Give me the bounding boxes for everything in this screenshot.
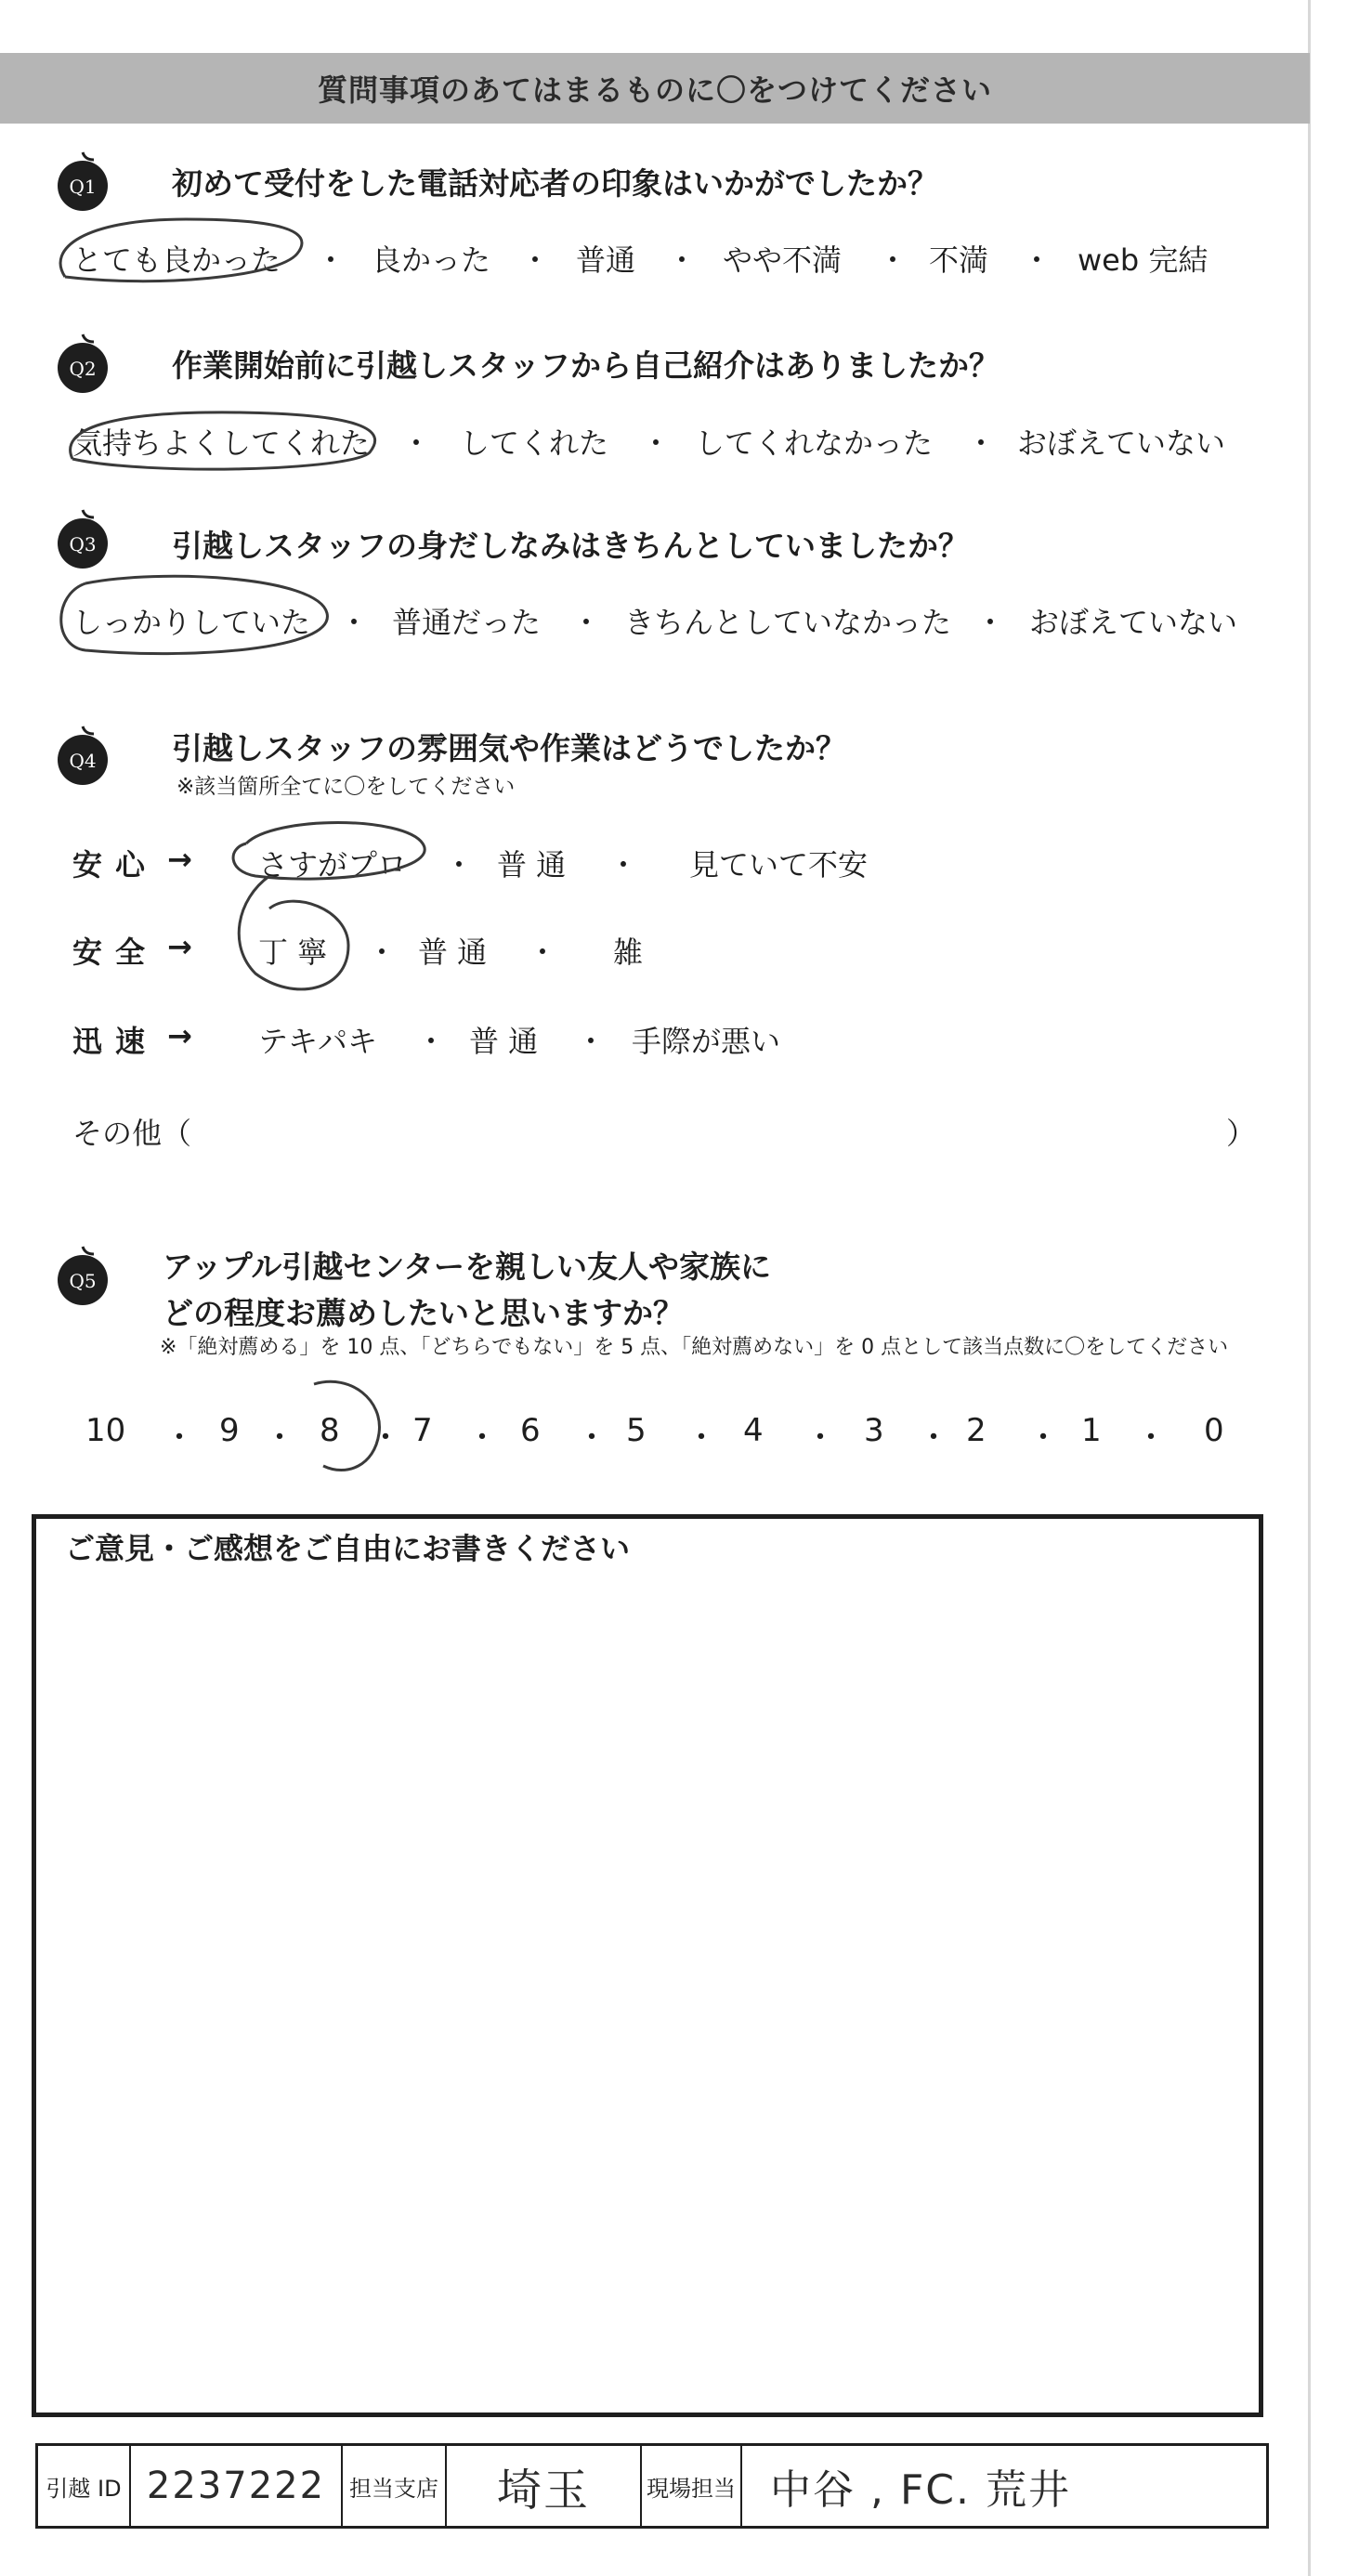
q3-option[interactable]: 普通だった <box>392 605 542 640</box>
move-id-value: 2237222 <box>131 2446 343 2526</box>
q4-option[interactable]: 普 通 <box>469 1024 539 1059</box>
separator: ・ <box>641 425 672 461</box>
separator: ・ <box>576 1024 607 1059</box>
separator: ・ <box>975 605 1006 640</box>
q4-row-3-options <box>0 1018 1300 1065</box>
separator: ・ <box>416 1024 447 1059</box>
q3-selection-circle <box>48 567 346 669</box>
q4-option[interactable]: 普 通 <box>418 935 488 970</box>
score-option[interactable]: 3 <box>864 1412 884 1449</box>
separator: ・ <box>576 1419 608 1457</box>
separator: ・ <box>444 847 475 883</box>
staff-value: 中谷 , FC. 荒井 <box>770 2466 1071 2514</box>
staff-label: 現場担当 <box>642 2446 742 2526</box>
q2-option[interactable]: してくれなかった <box>695 425 934 461</box>
q2-selection-circle <box>54 401 398 480</box>
separator: ・ <box>370 1419 401 1457</box>
q3-option[interactable]: おぼえていない <box>1029 605 1238 640</box>
separator: ・ <box>878 242 908 278</box>
svg-text:Q3: Q3 <box>69 533 97 556</box>
q4-row-2-options <box>0 929 1300 975</box>
q5-selection-circle <box>295 1373 398 1484</box>
score-option[interactable]: 7 <box>412 1412 433 1449</box>
q1-option[interactable]: 良かった <box>372 242 491 278</box>
q3-option[interactable]: きちんとしていなかった <box>624 605 952 640</box>
q4-row-label-anshin: 安心 <box>72 847 159 883</box>
separator: ・ <box>918 1419 949 1457</box>
q4-title: 引越しスタッフの雰囲気や作業はどうでしたか？ <box>172 730 846 766</box>
svg-text:Q2: Q2 <box>69 358 97 380</box>
q2-option[interactable]: おぼえていない <box>1017 425 1226 461</box>
separator: ・ <box>1135 1419 1167 1457</box>
apple-icon <box>51 1243 114 1306</box>
separator: ・ <box>528 935 558 970</box>
instruction-header-text: 質問事項のあてはまるものに〇をつけてください <box>317 72 992 108</box>
separator: ・ <box>339 605 370 640</box>
separator: ・ <box>608 847 639 883</box>
q4-badge <box>51 723 114 786</box>
separator: ・ <box>367 935 398 970</box>
apple-icon <box>51 331 114 394</box>
separator: ・ <box>264 1419 295 1457</box>
separator: ・ <box>686 1419 717 1457</box>
score-option[interactable]: 8 <box>320 1412 340 1449</box>
svg-text:Q1: Q1 <box>69 176 97 198</box>
q4-row-1-options <box>0 842 1300 888</box>
score-option[interactable]: 4 <box>743 1412 764 1449</box>
q4-option[interactable]: 雑 <box>613 935 644 970</box>
q5-note: ※「絶対薦める」を 10 点、「どちらでもない」を 5 点、「絶対薦めない」を 0 点として該当点数に〇をしてください <box>160 1336 1229 1359</box>
score-option[interactable]: 2 <box>966 1412 987 1449</box>
separator: ・ <box>667 242 698 278</box>
score-option[interactable]: 10 <box>85 1412 126 1449</box>
score-option[interactable]: 1 <box>1081 1412 1102 1449</box>
q4-row-label-anzen: 安全 <box>72 935 159 970</box>
separator: ・ <box>804 1419 836 1457</box>
q4-option[interactable]: 普 通 <box>497 847 567 883</box>
separator: ・ <box>466 1419 498 1457</box>
q5-title-line-1: アップル引越センターを親しい友人や家族に <box>163 1249 772 1285</box>
score-option[interactable]: 0 <box>1204 1412 1224 1449</box>
arrow: → <box>167 1018 192 1053</box>
separator: ・ <box>1022 242 1052 278</box>
q4-other-label: その他（ <box>72 1116 192 1151</box>
q2-badge <box>51 331 114 394</box>
separator: ・ <box>316 242 346 278</box>
q2-option[interactable]: 気持ちよくしてくれた <box>72 425 371 461</box>
separator: ・ <box>401 425 432 461</box>
q4-other-close: ） <box>1226 1116 1257 1151</box>
q1-option[interactable]: とても良かった <box>72 242 281 278</box>
q3-title: 引越しスタッフの身だしなみはきちんとしていましたか？ <box>172 528 969 564</box>
move-id-label: 引越 ID <box>38 2446 131 2526</box>
q4-option[interactable]: さすがプロ <box>258 847 408 883</box>
score-option[interactable]: 6 <box>520 1412 541 1449</box>
instruction-header <box>0 53 1310 124</box>
score-option[interactable]: 9 <box>219 1412 240 1449</box>
q5-badge <box>51 1243 114 1306</box>
q3-badge <box>51 506 114 569</box>
q1-title: 初めて受付をした電話対応者の印象はいかがでしたか？ <box>172 165 938 202</box>
separator: ・ <box>520 242 551 278</box>
arrow: → <box>167 842 192 877</box>
apple-icon <box>51 149 114 212</box>
q5-title-line-2: どの程度お薦めしたいと思いますか？ <box>163 1295 684 1331</box>
score-option[interactable]: 5 <box>626 1412 647 1449</box>
separator: ・ <box>966 425 997 461</box>
q4-option[interactable]: 手際が悪い <box>632 1024 781 1059</box>
separator: ・ <box>571 605 602 640</box>
svg-text:Q4: Q4 <box>69 750 97 772</box>
q4-row-label-jinsoku: 迅速 <box>72 1024 159 1059</box>
comments-title: ご意見・ご感想をご自由にお書きください <box>65 1531 631 1566</box>
q1-badge <box>51 149 114 212</box>
apple-icon <box>51 723 114 786</box>
q4-option[interactable]: 見ていて不安 <box>689 847 869 883</box>
page-edge-line <box>1308 0 1311 2576</box>
q1-option[interactable]: やや不満 <box>723 242 843 278</box>
footer-table <box>35 2443 1269 2529</box>
q4-note: ※該当箇所全てに〇をしてください <box>176 775 516 799</box>
branch-label: 担当支店 <box>343 2446 447 2526</box>
q1-option[interactable]: 普通 <box>576 242 636 278</box>
separator: ・ <box>163 1419 195 1457</box>
q3-option[interactable]: しっかりしていた <box>72 605 311 640</box>
arrow: → <box>167 929 192 964</box>
q1-option[interactable]: web 完結 <box>1078 242 1209 278</box>
comments-box[interactable] <box>32 1514 1263 2417</box>
svg-text:Q5: Q5 <box>69 1270 97 1292</box>
apple-icon <box>51 506 114 569</box>
q1-option[interactable]: 不満 <box>929 242 989 278</box>
q1-selection-circle <box>46 212 316 295</box>
separator: ・ <box>1027 1419 1059 1457</box>
q4-option[interactable]: テキパキ <box>258 1024 378 1059</box>
q2-title: 作業開始前に引越しスタッフから自己紹介はありましたか？ <box>172 347 1000 384</box>
q4-option[interactable]: 丁 寧 <box>258 935 328 970</box>
q2-option[interactable]: してくれた <box>460 425 609 461</box>
branch-value: 埼玉 <box>447 2446 642 2526</box>
